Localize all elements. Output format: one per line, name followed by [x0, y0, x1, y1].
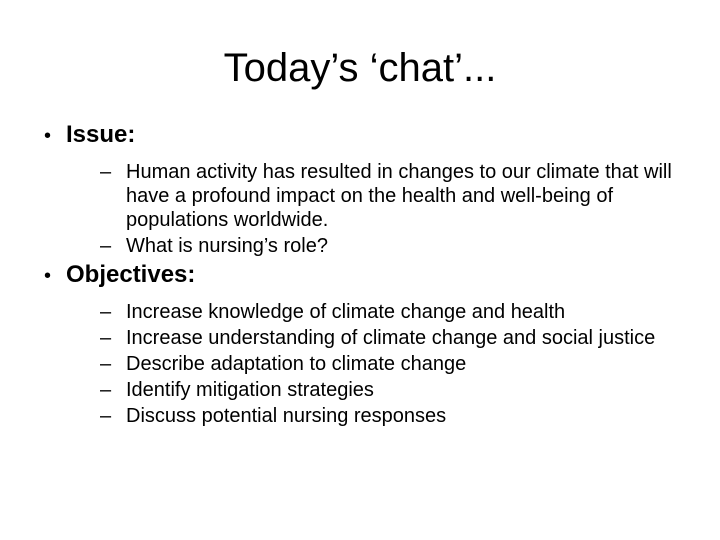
list-item: – Increase understanding of climate change and social justice	[100, 327, 656, 349]
dash-icon: –	[100, 161, 112, 183]
dash-icon: –	[100, 327, 112, 349]
dash-icon: –	[100, 353, 112, 375]
objectives-heading: Objectives:	[66, 261, 196, 288]
dash-icon: –	[100, 405, 112, 427]
slide-title: Today’s ‘chat’...	[223, 46, 497, 90]
issue-list	[100, 160, 680, 263]
issue-bullet	[44, 120, 684, 150]
issue-heading: Issue:	[66, 121, 136, 148]
dash-icon: –	[100, 301, 112, 323]
bullet-icon: •	[44, 125, 52, 147]
list-item: – Human activity has resulted in changes to our climate that will have a profound impact on the health and well-being of populations worldwide.	[100, 161, 672, 231]
list-item: – Identify mitigation strategies	[100, 379, 374, 401]
list-item: – Increase knowledge of climate change and health	[100, 301, 566, 323]
dash-icon: –	[100, 235, 112, 257]
objectives-bullet	[44, 260, 684, 290]
objectives-section	[44, 260, 684, 290]
list-item: – Describe adaptation to climate change	[100, 353, 467, 375]
dash-icon: –	[100, 379, 112, 401]
bullet-icon: •	[44, 265, 52, 287]
list-item: – Discuss potential nursing responses	[100, 405, 447, 427]
list-item: – What is nursing’s role?	[100, 235, 328, 257]
objectives-list	[100, 300, 680, 430]
issue-section	[44, 120, 684, 150]
